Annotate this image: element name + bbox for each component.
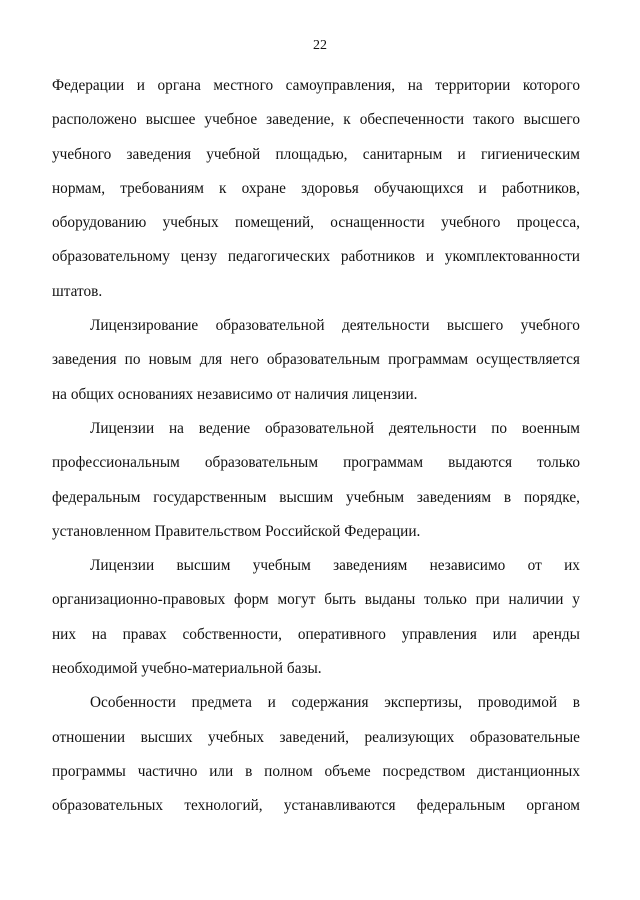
word: на (407, 77, 423, 94)
text-line (52, 138, 580, 172)
word: порядке, (523, 488, 580, 506)
word: программы (52, 762, 126, 780)
word: органа (157, 77, 201, 94)
word: от (527, 557, 542, 575)
word: управления (401, 625, 477, 643)
text-line (52, 618, 580, 652)
word: объеме (324, 762, 371, 780)
word: и (267, 694, 276, 712)
word: образовательному (52, 248, 170, 266)
word: проводимой (477, 694, 558, 712)
word: независимо (429, 557, 506, 575)
word: общих (70, 385, 118, 403)
word: в (503, 488, 512, 506)
word: содержания (291, 694, 369, 712)
word: базы. (286, 660, 322, 678)
text-line (52, 755, 580, 789)
word: наличия (294, 385, 353, 403)
word: которого (522, 77, 580, 94)
word: от (276, 385, 295, 403)
word: выдаются (448, 454, 513, 472)
word: предмета (191, 694, 252, 712)
text-line (52, 721, 580, 755)
word: образовательных (52, 797, 164, 815)
word: учебным (252, 557, 311, 575)
word: для (199, 351, 223, 369)
word: здоровья (301, 179, 359, 197)
word: на (52, 385, 71, 403)
word: по (124, 351, 141, 369)
word: оборудованию (52, 214, 147, 232)
text-line (52, 412, 580, 446)
word: устанавливаются (283, 797, 396, 815)
word: учебных (207, 728, 264, 746)
word: экспертизы, (384, 694, 463, 712)
word: площадью, (275, 145, 348, 163)
word: него (230, 351, 259, 369)
word: Российской (265, 522, 345, 540)
word: гигиеническим (480, 145, 580, 163)
word: аренды (532, 625, 580, 643)
word: обеспеченности (359, 111, 465, 129)
text-line (52, 378, 580, 412)
word: наличии (508, 591, 564, 609)
word: Федерации (52, 77, 125, 94)
word: учебное (204, 111, 258, 129)
word: учебного (441, 214, 501, 232)
word: дистанционных (477, 762, 580, 780)
word: Лицензирование (90, 317, 199, 335)
word: профессиональным (52, 454, 180, 472)
word: обучающихся (373, 179, 464, 197)
word: или (492, 625, 517, 643)
word: помещений, (234, 214, 314, 232)
word: необходимой (52, 660, 142, 678)
word: ведение (198, 419, 251, 437)
text-line (52, 583, 580, 617)
word: образовательным (204, 454, 319, 472)
text-line (52, 481, 580, 515)
word: только (424, 591, 467, 609)
text-line (52, 103, 580, 137)
word: технологий, (184, 797, 263, 815)
word: педагогических (227, 248, 331, 266)
word: по (491, 419, 508, 437)
word: требованиям (120, 179, 204, 197)
word: заведениям (333, 557, 408, 575)
word: охране (241, 179, 286, 197)
word: государственным (153, 488, 267, 506)
word: собственности, (182, 625, 283, 643)
word: высшим (279, 488, 334, 506)
word: учебного (52, 145, 112, 163)
word: организационно-правовых (52, 591, 226, 609)
word: военным (521, 419, 580, 437)
text-line (52, 789, 580, 823)
word: заведениям (416, 488, 492, 506)
word: быть (324, 591, 356, 609)
word: учебной (206, 145, 261, 163)
word: выданы (364, 591, 416, 609)
word: установленном (52, 522, 155, 540)
word: их (564, 557, 580, 575)
word: Лицензии (90, 557, 155, 575)
word: при (475, 591, 500, 609)
word: отношении (52, 728, 126, 746)
word: учебным (345, 488, 405, 506)
word: укомплектованности (444, 248, 580, 266)
word: учебных (162, 214, 219, 232)
word: реализующих (364, 728, 455, 746)
word: и (425, 248, 435, 266)
text-line (52, 206, 580, 240)
word: и (478, 179, 487, 197)
word: к (343, 111, 351, 129)
word: к (219, 179, 227, 197)
word: посредством (382, 762, 466, 780)
word: высшего (446, 317, 504, 335)
word: или (209, 762, 234, 780)
text-line (52, 69, 580, 103)
word: высшего (523, 111, 580, 129)
word: частично (137, 762, 198, 780)
text-line (52, 240, 580, 274)
word: федеральным (416, 797, 506, 815)
word: федеральным (52, 488, 141, 506)
text-line (52, 275, 580, 309)
word: программам (388, 351, 468, 369)
word: территории (435, 77, 511, 94)
text-line (52, 652, 580, 686)
body-text (52, 69, 580, 824)
word: санитарным (362, 145, 443, 163)
word: заведение, (266, 111, 335, 129)
word: Правительством (154, 522, 266, 540)
word: программам (343, 454, 424, 472)
word: оперативного (297, 625, 386, 643)
word: образовательные (469, 728, 580, 746)
word: оснащенности (330, 214, 425, 232)
word: органом (526, 797, 580, 815)
page-number: 22 (313, 38, 327, 53)
word: только (537, 454, 580, 472)
text-line (52, 549, 580, 583)
word: работников, (501, 179, 580, 197)
word: образовательной (265, 419, 375, 437)
word: работников (340, 248, 416, 266)
word: осуществляется (476, 351, 580, 369)
word: высшим (176, 557, 231, 575)
word: деятельности (388, 419, 477, 437)
word: самоуправления, (285, 77, 396, 94)
word: в (245, 762, 253, 780)
text-line (52, 172, 580, 206)
word: в (572, 694, 580, 712)
word: и (136, 77, 145, 94)
word: лицензии. (352, 385, 418, 403)
word: независимо (197, 385, 277, 403)
word: нормам, (52, 179, 106, 197)
word: образовательным (266, 351, 380, 369)
text-line (52, 309, 580, 343)
word: высших (140, 728, 193, 746)
word: них (52, 625, 77, 643)
word: основаниях (117, 385, 198, 403)
word: цензу (180, 248, 218, 266)
word: деятельности (341, 317, 430, 335)
word: полном (264, 762, 313, 780)
word: и (457, 145, 466, 163)
word: Федерации. (344, 522, 421, 540)
word: высшее (145, 111, 196, 129)
word: такого (473, 111, 515, 129)
word: Лицензии (90, 419, 155, 437)
text-line (52, 686, 580, 720)
word: расположено (52, 111, 137, 129)
word: форм (234, 591, 269, 609)
text-line (52, 446, 580, 480)
word: заведений, (279, 728, 349, 746)
word: заведения (126, 145, 192, 163)
word: новым (148, 351, 192, 369)
text-line (52, 343, 580, 377)
word: заведения (52, 351, 117, 369)
word: процесса, (516, 214, 580, 232)
word: учебного (520, 317, 580, 335)
word: правах (122, 625, 167, 643)
text-line (52, 515, 580, 549)
word: могут (277, 591, 316, 609)
word: на (91, 625, 107, 643)
word: образовательной (215, 317, 325, 335)
word: местного (213, 77, 274, 94)
word: штатов. (52, 282, 103, 300)
word: Особенности (90, 694, 176, 712)
word: у (572, 591, 580, 609)
word: учебно-материальной (141, 660, 287, 678)
word: на (168, 419, 184, 437)
